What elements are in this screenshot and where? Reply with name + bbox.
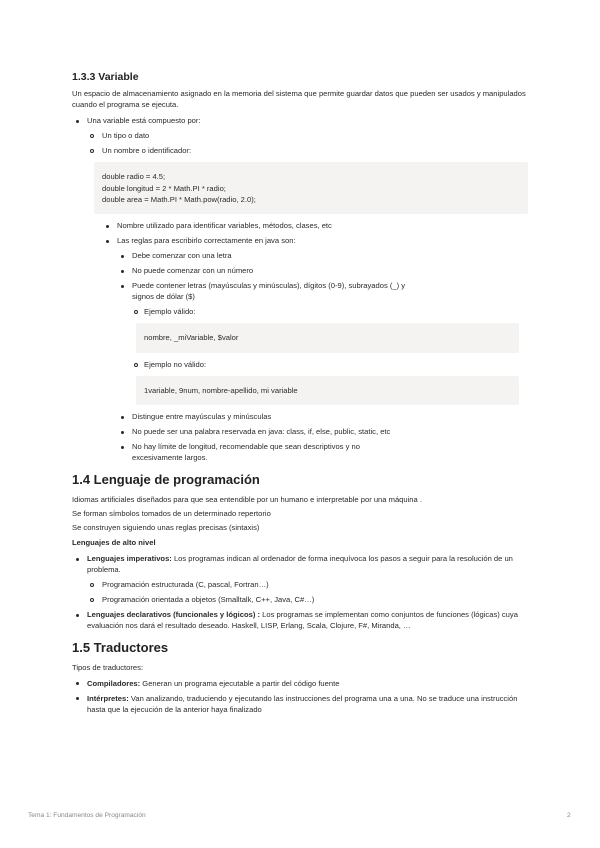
list-item	[72, 609, 528, 631]
list-item	[72, 553, 528, 605]
rule-length-text: No hay límite de longitud, recomendable que sean descriptivos y no excesivamente largos.	[132, 442, 360, 463]
name-item-text: Un nombre o identificador:	[102, 146, 192, 156]
imperative-text: Los programas indican al ordenador de forma inequívoca los pasos a seguir para la resolución de un problema.	[87, 554, 513, 575]
rule-reserved-text: No puede ser una palabra reservada en java: class, if, else, public, static, etc	[132, 427, 391, 437]
list-item	[117, 265, 528, 276]
section-heading-variable: 1.3.3 Variable	[72, 71, 139, 83]
lenguaje-p3: Se construyen siguiendo unas reglas precisas (sintaxis)	[72, 523, 260, 533]
composed-of-text: Una variable está compuesto por:	[87, 116, 201, 126]
list-item	[132, 359, 422, 405]
rules-intro-text: Las reglas para escribirlo correctamente en java son:	[117, 236, 296, 246]
list-item	[87, 130, 528, 141]
code-block-valid: nombre, _miVariable, $valor	[136, 323, 519, 352]
valid-example-label: Ejemplo válido:	[144, 307, 196, 317]
imperative-label: Lenguajes imperativos:	[87, 554, 172, 564]
interpreters-label: Intérpretes:	[87, 693, 129, 703]
variable-list	[72, 115, 528, 463]
list-item	[72, 115, 528, 463]
imperative-sublist	[87, 579, 528, 605]
list-item	[117, 411, 528, 422]
rule-number-text: No puede comenzar con un número	[132, 266, 254, 276]
invalid-example-label: Ejemplo no válido:	[144, 359, 207, 369]
translators-list	[72, 678, 528, 715]
rule-chars-text: Puede contener letras (mayúsculas y minúsculas), dígitos (0-9), subrayados (_) y signos de dólar ($)	[132, 281, 406, 302]
subheading-alto-nivel: Lenguajes de alto nivel	[72, 538, 156, 548]
structured-text: Programación estructurada (C, pascal, Fortran…)	[102, 580, 269, 590]
list-item	[117, 250, 528, 261]
footer-title: Tema 1: Fundamentos de Programación	[28, 812, 146, 819]
rule-case-text: Distingue entre mayúsculas y minúsculas	[132, 412, 272, 422]
page-number: 2	[567, 812, 571, 819]
examples-list	[132, 306, 422, 405]
languages-list	[72, 553, 528, 631]
section-heading-traductores: 1.5 Traductores	[72, 640, 169, 656]
list-item	[87, 579, 528, 590]
type-item-text: Un tipo o dato	[102, 131, 150, 141]
name-usage-text: Nombre utilizado para identificar variables, métodos, clases, etc	[117, 221, 332, 231]
code-block-variables: double radio = 4.5; double longitud = 2 * Math.PI * radio; double area = Math.PI * Math.pow(radio, 2.0);	[94, 162, 528, 214]
list-item	[87, 594, 528, 605]
list-item	[102, 220, 528, 231]
list-item	[72, 693, 528, 715]
variable-intro: Un espacio de almacenamiento asignado en la memoria del sistema que permite guardar datos que pueden ser usados y manipulados cuando el programa se ejecuta.	[72, 89, 526, 110]
document-page	[72, 70, 528, 719]
code-block-invalid: 1variable, 9num, nombre-apellido, mi variable	[136, 376, 519, 405]
compilers-label: Compiladores:	[87, 678, 141, 688]
interpreters-text: Van analizando, traduciendo y ejecutando las instrucciones del programa una a una. No se traduce una instrucción hasta que la ejecución de la anterior haya finalizado	[87, 693, 518, 714]
declarative-label: Lenguajes declarativos (funcionales y lógicos) :	[87, 610, 261, 620]
lenguaje-p1: Idiomas artificiales diseñados para que sea entendible por un humano e interpretable por una máquina .	[72, 495, 422, 505]
rules-list	[117, 250, 528, 463]
list-item	[132, 306, 422, 352]
oop-text: Programación orientada a objetos (Smalltalk, C++, Java, C#…)	[102, 595, 315, 605]
list-item	[102, 235, 528, 463]
list-item	[117, 441, 402, 463]
rule-letter-text: Debe comenzar con una letra	[132, 251, 232, 261]
name-details-list	[102, 220, 528, 463]
list-item	[87, 145, 528, 463]
section-heading-lenguaje: 1.4 Lenguaje de programación	[72, 472, 260, 488]
lenguaje-p2: Se forman símbolos tomados de un determinado repertorio	[72, 509, 271, 519]
declarative-text: Los programas se implementan como conjuntos de funciones (lógicas) cuya evaluación nos dará el resultado deseado. Haskell, LISP, Erlang, Scala, Clojure, F#, Miranda, …	[87, 610, 518, 631]
compilers-text: Generan un programa ejecutable a partir del código fuente	[140, 678, 340, 688]
variable-parts-list	[87, 130, 528, 463]
list-item	[72, 678, 528, 689]
list-item	[117, 280, 422, 405]
traductores-intro: Tipos de traductores:	[72, 662, 144, 672]
list-item	[117, 426, 528, 437]
